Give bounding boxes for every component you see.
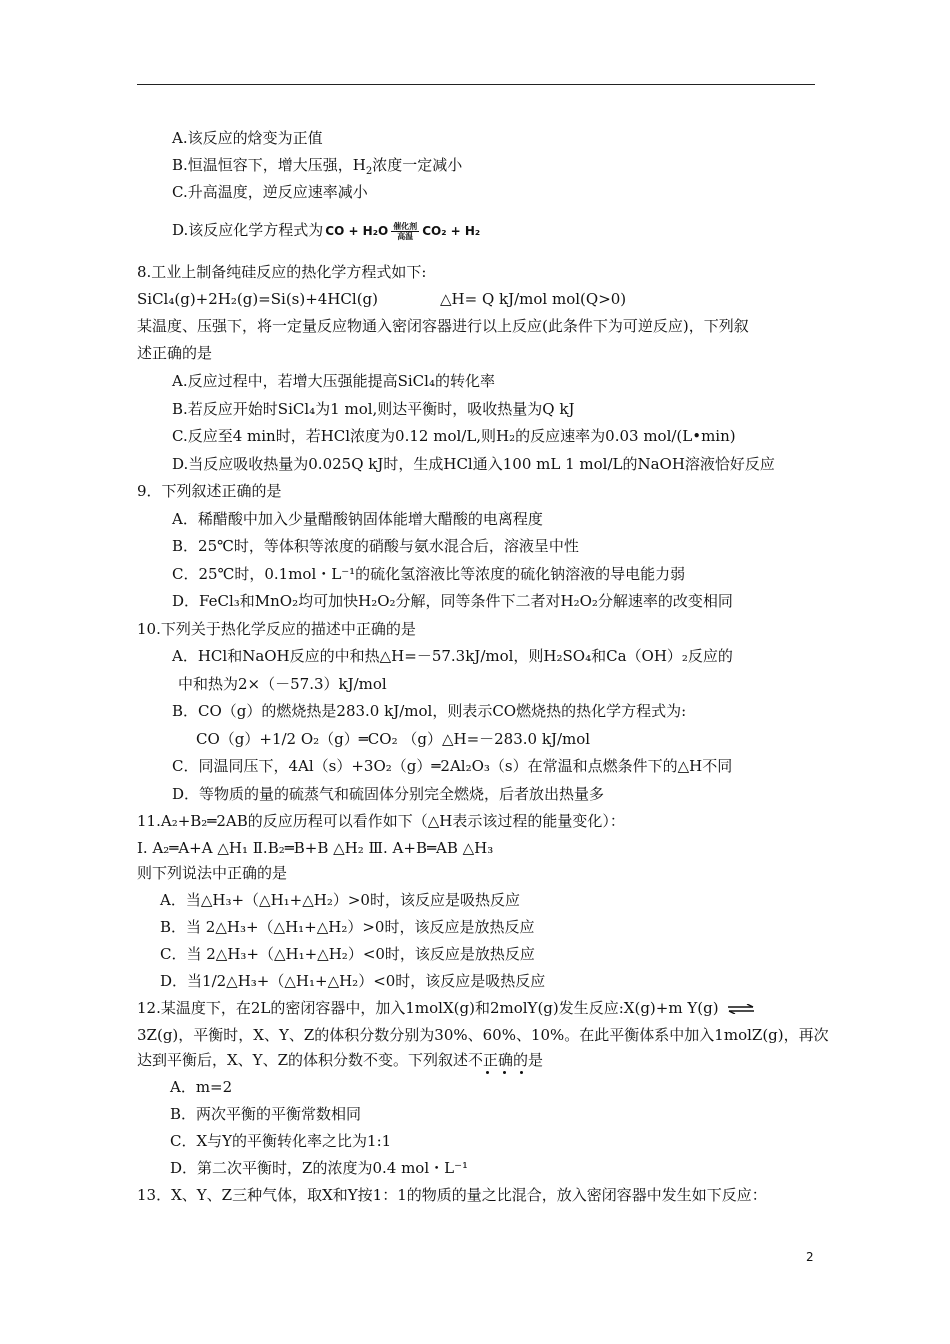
q8-stem: 8.工业上制备纯硅反应的热化学方程式如下: (137, 263, 427, 281)
emphasis-dot (503, 1071, 506, 1074)
q8-enthalpy: △H= Q kJ/mol mol(Q>0) (440, 290, 627, 308)
q8-desc-line2: 述正确的是 (137, 344, 213, 362)
emphasis-dot (486, 1071, 489, 1074)
q7-equation: CO + H₂O $\frac{\text{催化剂}}{\text{高温}}$ CO₂ + H₂ (325, 222, 481, 241)
q10-stem: 10.下列关于热化学反应的描述中正确的是 (137, 620, 416, 638)
q9-option-b: B．25℃时，等体积等浓度的硝酸与氨水混合后，溶液呈中性 (172, 537, 579, 555)
q9-stem: 9．下列叙述正确的是 (137, 482, 282, 500)
q8-equation: SiCl₄(g)+2H₂(g)=Si(s)+4HCl(g) (137, 290, 378, 308)
q8-option-b: B.若反应开始时SiCl₄为1 mol,则达平衡时，吸收热量为Q kJ (172, 400, 575, 418)
header-rule (137, 84, 815, 85)
q10-option-c: C．同温同压下，4Al（s）+3O₂（g）═2Al₂O₃（s）在常温和点燃条件下的△H不同 (172, 757, 733, 775)
q11-option-d: D．当1/2△H₃+（△H₁+△H₂）<0时，该反应是吸热反应 (160, 972, 546, 990)
q9-option-d: D．FeCl₃和MnO₂均可加快H₂O₂分解，同等条件下二者对H₂O₂分解速率的改变相同 (172, 592, 733, 610)
equilibrium-arrow-icon (727, 1004, 755, 1014)
q11-stem: 11.A₂+B₂═2AB的反应历程可以看作如下（△H表示该过程的能量变化）： (137, 812, 625, 830)
q11-option-a: A．当△H₃+（△H₁+△H₂）>0时，该反应是吸热反应 (160, 891, 520, 909)
q8-option-a: A.反应过程中，若增大压强能提高SiCl₄的转化率 (172, 372, 495, 390)
q7-option-d: D.该反应化学方程式为 CO + H₂O $\frac{\text{催化剂}}{\text{高温}}$ CO₂ + H₂ (172, 221, 481, 241)
q12-stem-line3: 达到平衡后，X、Y、Z的体积分数不变。下列叙述不正确的是 (137, 1051, 544, 1069)
q8-option-c: C.反应至4 min时，若HCl浓度为0.12 mol/L,则H₂的反应速率为0.03 mol/(L•min) (172, 427, 736, 445)
emphasis-dot (520, 1071, 523, 1074)
q11-option-c: C．当 2△H₃+（△H₁+△H₂）<0时，该反应是放热反应 (160, 945, 535, 963)
q10-option-b-line2: CO（g）+1/2 O₂（g）═CO₂ （g）△H=－283.0 kJ/mol (196, 730, 591, 748)
q11-option-b: B．当 2△H₃+（△H₁+△H₂）>0时，该反应是放热反应 (160, 918, 535, 936)
q12-stem-line1: 12.某温度下，在2L的密闭容器中，加入1molX(g)和2molY(g)发生反应:X(g)+m Y(g) (137, 998, 759, 1018)
q10-option-d: D．等物质的量的硫蒸气和硫固体分别完全燃烧，后者放出热量多 (172, 785, 605, 803)
q8-option-d: D.当反应吸收热量为0.025Q kJ时，生成HCl通入100 mL 1 mol/L的NaOH溶液恰好反应 (172, 455, 775, 473)
q12-option-b: B．两次平衡的平衡常数相同 (170, 1105, 362, 1123)
page-number: 2 (806, 1250, 814, 1264)
q13-stem: 13．X、Y、Z三种气体，取X和Y按1：1的物质的量之比混合，放入密闭容器中发生如下反应： (137, 1186, 767, 1204)
q12-option-d: D．第二次平衡时，Z的浓度为0.4 mol・L⁻¹ (170, 1159, 469, 1177)
q10-option-b-line1: B．CO（g）的燃烧热是283.0 kJ/mol，则表示CO燃烧热的热化学方程式为: (172, 702, 687, 720)
q9-option-a: A．稀醋酸中加入少量醋酸钠固体能增大醋酸的电离程度 (172, 510, 543, 528)
q7-option-a: A.该反应的焓变为正值 (172, 129, 323, 147)
q11-steps: Ⅰ. A₂═A+A △H₁ Ⅱ.B₂═B+B △H₂ Ⅲ. A+B═AB △H₃ (137, 839, 494, 857)
q12-option-a: A．m=2 (170, 1078, 233, 1096)
q9-option-c: C．25℃时，0.1mol・L⁻¹的硫化氢溶液比等浓度的硫化钠溶液的导电能力弱 (172, 565, 686, 583)
q10-option-a-line2: 中和热为2×（－57.3）kJ/mol (178, 675, 387, 693)
q8-desc-line1: 某温度、压强下，将一定量反应物通入密闭容器进行以上反应(此条件下为可逆反应)，下列叙 (137, 317, 749, 335)
q12-option-c: C．X与Y的平衡转化率之比为1:1 (170, 1132, 392, 1150)
q7-option-b: B.恒温恒容下，增大压强，$H_2$浓度一定减小 (172, 156, 463, 177)
q12-stem-line2: 3Z(g)，平衡时，X、Y、Z的体积分数分别为30%、60%、10%。在此平衡体系中加入1molZ(g)，再次 (137, 1026, 829, 1044)
q11-stem2: 则下列说法中正确的是 (137, 864, 288, 882)
q7-option-c: C.升高温度，逆反应速率减小 (172, 183, 368, 201)
q10-option-a-line1: A．HCl和NaOH反应的中和热△H=－57.3kJ/mol，则H₂SO₄和Ca（OH）₂反应的 (172, 647, 733, 665)
